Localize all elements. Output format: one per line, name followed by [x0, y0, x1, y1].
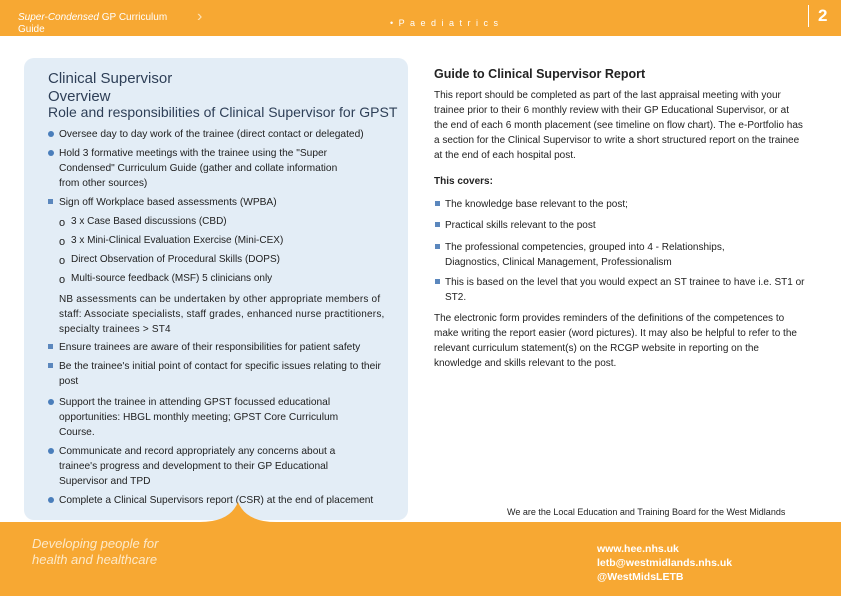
- circle-bullet-icon: o: [59, 274, 66, 286]
- bullet-text: Ensure trainees are aware of their responsibilities for patient safety: [59, 342, 361, 353]
- bullet-text: Complete a Clinical Supervisors report (CSR) at the end of placement: [59, 495, 374, 506]
- sub-bullet-text: Direct Observation of Procedural Skills (DOPS): [71, 254, 280, 265]
- assessment-note: NB assessments can be undertaken by other appropriate members of staff: Associate specialists, staff grades, enhanced nurse practitioners, specialty trainees > ST4: [59, 294, 385, 335]
- sub-bullet-item: [59, 252, 280, 267]
- circle-bullet-icon: o: [59, 217, 66, 229]
- covers-text: This is based on the level that you would expect an ST trainee to have i.e. ST1 or ST2.: [445, 277, 805, 303]
- document-title-rest: GP Curriculum Guide: [18, 12, 168, 35]
- sub-bullet-item: [59, 271, 273, 286]
- bullet-square-icon: [48, 363, 53, 368]
- bullet-text: Support the trainee in attending GPST focussed educational opportunities: HBGL monthly meeting; GPST Core Curriculum Course.: [59, 397, 339, 438]
- email-link[interactable]: letb@westmidlands.nhs.uk: [597, 557, 733, 569]
- covers-label: This covers:: [434, 176, 493, 187]
- document-title: [18, 12, 193, 36]
- report-intro: This report should be completed as part of the last appraisal meeting with your trainee prior to their 6 monthly review with their GP Educational Supervisor, or at the end of each 6 month placement (see timeline on flow chart). The e-Portfolio has a section for the Clinical Supervisor to write a short structured report on the trainee at the end of each hospital post.: [434, 90, 803, 161]
- covers-item: [445, 275, 805, 305]
- document-title-italic: Super-Condensed: [18, 12, 99, 23]
- twitter-handle-link[interactable]: @WestMidsLETB: [597, 571, 684, 583]
- panel-title: Clinical Supervisor Overview: [48, 70, 173, 105]
- bullet-item: [59, 359, 389, 389]
- bullet-dot-icon: [48, 448, 54, 454]
- bullet-text: Hold 3 formative meetings with the trainee using the "Super Condensed" Curriculum Guide (gather and collate information from other sources): [59, 148, 338, 189]
- circle-bullet-icon: o: [59, 236, 66, 248]
- bullet-text: Communicate and record appropriately any concerns about a trainee's progress and development to their GP Educational Supervisor and TPD: [59, 446, 336, 487]
- lete-statement: We are the Local Education and Training Board for the West Midlands: [507, 507, 786, 517]
- sub-bullet-text: Multi-source feedback (MSF) 5 clinicians only: [71, 273, 273, 284]
- bullet-text: Be the trainee's initial point of contact for specific issues relating to their post: [59, 361, 381, 387]
- chevron-right-icon: ›: [197, 8, 203, 25]
- bullet-square-icon: [435, 222, 440, 227]
- bullet-item: [59, 127, 389, 142]
- covers-text: The knowledge base relevant to the post;: [445, 199, 628, 210]
- bullet-item: [59, 146, 349, 191]
- covers-item: [445, 240, 765, 270]
- sub-bullet-text: 3 x Case Based discussions (CBD): [71, 216, 227, 227]
- report-closing: The electronic form provides reminders of the definitions of the competences to make writing the report easier (word pictures). It may also be helpful to refer to the relevant curriculum statement(s) on the RCGP website in reporting on the knowledge and skills relevant to the post.: [434, 313, 797, 369]
- bullet-text: Sign off Workplace based assessments (WPBA): [59, 197, 277, 208]
- bullet-square-icon: [435, 279, 440, 284]
- bullet-square-icon: [435, 201, 440, 206]
- covers-text: Practical skills relevant to the post: [445, 220, 596, 231]
- bullet-square-icon: [48, 199, 53, 204]
- bullet-square-icon: [435, 244, 440, 249]
- bullet-dot-icon: [48, 399, 54, 405]
- website-link[interactable]: www.hee.nhs.uk: [597, 543, 679, 555]
- covers-item: [445, 218, 805, 233]
- sub-bullet-text: 3 x Mini-Clinical Evaluation Exercise (Mini-CEX): [71, 235, 284, 246]
- covers-item: [445, 197, 805, 212]
- section-label: • P a e d i a t r i c s: [390, 18, 500, 28]
- sub-bullet-item: [59, 233, 284, 248]
- sub-bullet-item: [59, 214, 227, 229]
- covers-text: The professional competencies, grouped into 4 - Relationships, Diagnostics, Clinical Management, Professionalism: [445, 242, 725, 268]
- page-number: 2: [818, 6, 828, 25]
- bullet-item: [59, 395, 359, 440]
- footer-contacts: [597, 542, 732, 584]
- panel-subtitle: Role and responsibilities of Clinical Supervisor for GPST: [48, 104, 398, 120]
- bullet-item: [59, 340, 389, 355]
- page-divider: [808, 5, 809, 27]
- bullet-dot-icon: [48, 150, 54, 156]
- circle-bullet-icon: o: [59, 255, 66, 267]
- bullet-square-icon: [48, 344, 53, 349]
- footer-tagline: Developing people for health and healthcare: [32, 536, 159, 567]
- bullet-text: Oversee day to day work of the trainee (direct contact or delegated): [59, 129, 364, 140]
- bullet-item: [59, 195, 379, 210]
- bullet-dot-icon: [48, 131, 54, 137]
- report-guide-title: Guide to Clinical Supervisor Report: [434, 67, 646, 81]
- bullet-item: [59, 444, 364, 489]
